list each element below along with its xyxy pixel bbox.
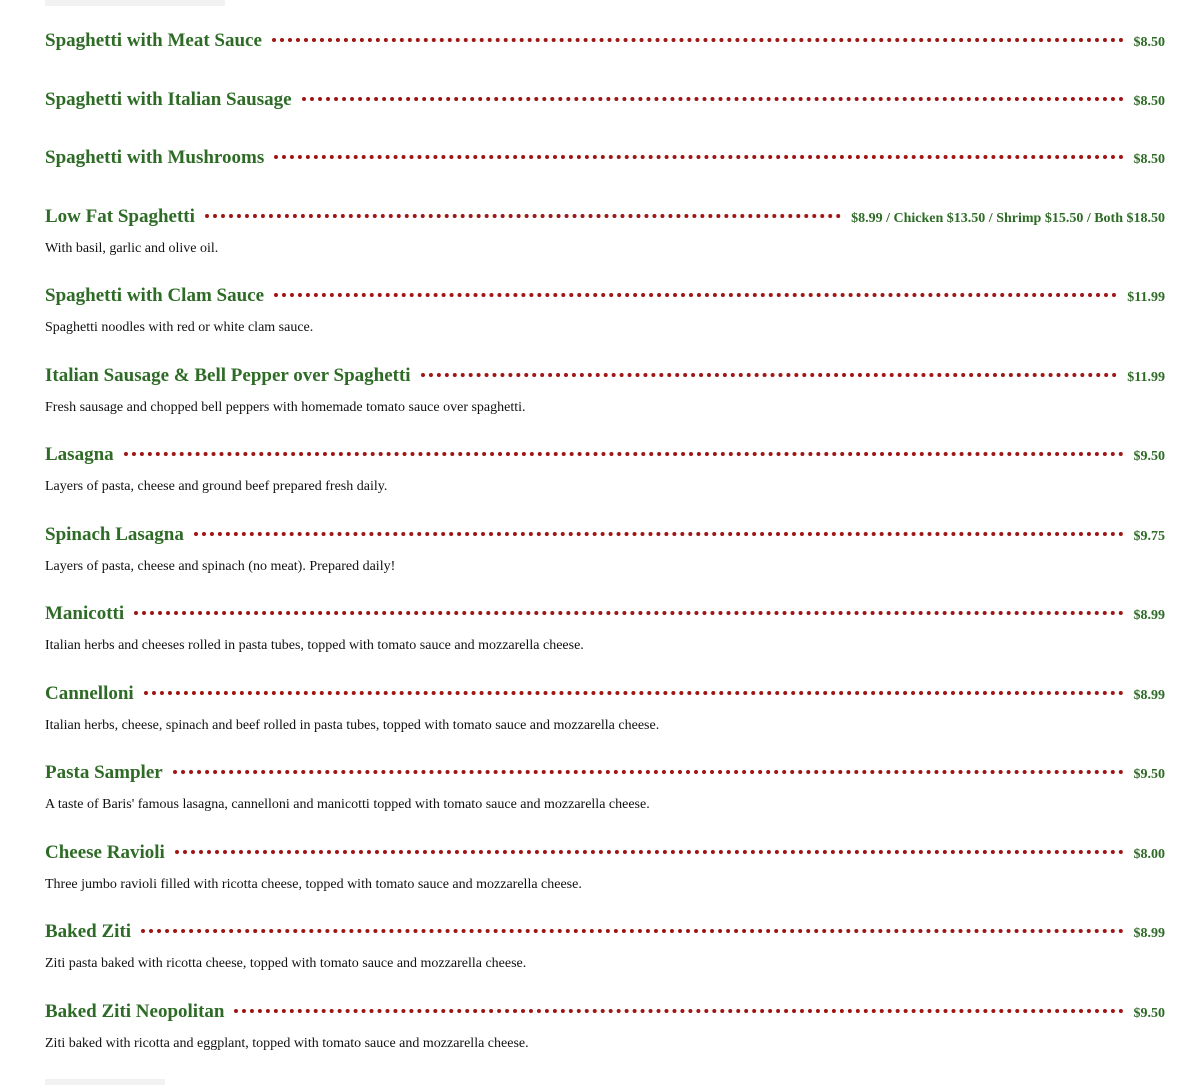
menu-item-description: Layers of pasta, cheese and spinach (no meat). Prepared daily! — [45, 559, 396, 574]
menu-item-name[interactable]: Baked Ziti Neopolitan — [45, 1001, 225, 1022]
menu-item-price: $8.00 — [1133, 847, 1165, 862]
menu-item[interactable] — [45, 524, 1165, 575]
menu-item-name[interactable]: Pasta Sampler — [45, 762, 163, 783]
dot-leader — [134, 607, 1123, 615]
menu-item[interactable] — [45, 762, 1165, 813]
menu-item-price: $8.99 — [1133, 926, 1165, 941]
menu-item-description: A taste of Baris' famous lasagna, cannelloni and manicotti topped with tomato sauce and mozzarella cheese. — [45, 797, 650, 812]
menu-item-description: Fresh sausage and chopped bell peppers with homemade tomato sauce over spaghetti. — [45, 400, 526, 415]
menu-item-price: $11.99 — [1127, 290, 1165, 305]
menu-item-price: $9.75 — [1133, 529, 1165, 544]
menu-item-description: Ziti baked with ricotta and eggplant, topped with tomato sauce and mozzarella cheese. — [45, 1036, 529, 1051]
menu-item-row — [45, 603, 1165, 633]
menu-item-name[interactable]: Italian Sausage & Bell Pepper over Spaghetti — [45, 365, 411, 386]
dot-leader — [421, 369, 1118, 377]
menu-item-row — [45, 147, 1165, 177]
menu-item-row — [45, 842, 1165, 872]
dot-leader — [205, 210, 841, 218]
menu-item-row — [45, 762, 1165, 792]
menu-item-row — [45, 444, 1165, 474]
menu-item-row — [45, 285, 1165, 315]
menu-item-name[interactable]: Manicotti — [45, 603, 125, 624]
menu-item[interactable] — [45, 444, 1165, 495]
dot-leader — [194, 528, 1124, 536]
menu-item-price: $11.99 — [1127, 370, 1165, 385]
menu-item-name[interactable]: Spaghetti with Italian Sausage — [45, 89, 292, 110]
clipped-item-top — [45, 0, 225, 6]
menu-item-row — [45, 683, 1165, 713]
dot-leader — [144, 687, 1124, 695]
menu-item-price: $9.50 — [1133, 1006, 1165, 1021]
dot-leader — [274, 289, 1117, 297]
menu-item-description: With basil, garlic and olive oil. — [45, 241, 219, 256]
menu-item-price: $8.50 — [1133, 35, 1165, 50]
menu-item-row — [45, 89, 1165, 119]
menu-item-description: Spaghetti noodles with red or white clam sauce. — [45, 320, 314, 335]
menu-item-row — [45, 1001, 1165, 1031]
menu-item-description: Three jumbo ravioli filled with ricotta cheese, topped with tomato sauce and mozzarella cheese. — [45, 877, 582, 892]
menu-item-row — [45, 365, 1165, 395]
menu-item-description: Layers of pasta, cheese and ground beef prepared fresh daily. — [45, 479, 388, 494]
menu-item-name[interactable]: Spaghetti with Mushrooms — [45, 147, 265, 168]
menu-item-description: Ziti pasta baked with ricotta cheese, topped with tomato sauce and mozzarella cheese. — [45, 956, 527, 971]
menu-item[interactable] — [45, 30, 1165, 60]
menu-item-price: $8.99 — [1133, 608, 1165, 623]
menu-item[interactable] — [45, 206, 1165, 257]
dot-leader — [175, 846, 1124, 854]
menu-item-row — [45, 921, 1165, 951]
menu-item[interactable] — [45, 603, 1165, 654]
menu-item-name[interactable]: Spaghetti with Meat Sauce — [45, 30, 262, 51]
menu-item[interactable] — [45, 365, 1165, 416]
dot-leader — [173, 766, 1124, 774]
dot-leader — [234, 1005, 1123, 1013]
menu-item-description: Italian herbs and cheeses rolled in pasta tubes, topped with tomato sauce and mozzarella cheese. — [45, 638, 584, 653]
menu-item-name[interactable]: Spaghetti with Clam Sauce — [45, 285, 265, 306]
menu-item-name[interactable]: Baked Ziti — [45, 921, 132, 942]
menu-item-price: $9.50 — [1133, 449, 1165, 464]
menu-item-price: $8.50 — [1133, 94, 1165, 109]
menu-item-row — [45, 206, 1165, 236]
dot-leader — [302, 93, 1124, 101]
menu-item[interactable] — [45, 89, 1165, 119]
menu-item-price: $9.50 — [1133, 767, 1165, 782]
menu-item-name[interactable]: Cannelloni — [45, 683, 134, 704]
menu-item-price: $8.99 — [1133, 688, 1165, 703]
dot-leader — [124, 448, 1124, 456]
menu-item[interactable] — [45, 683, 1165, 734]
dot-leader — [141, 925, 1123, 933]
menu-item-price: $8.50 — [1133, 152, 1165, 167]
menu-item[interactable] — [45, 921, 1165, 972]
menu-item-name[interactable]: Low Fat Spaghetti — [45, 206, 195, 227]
menu-item[interactable] — [45, 285, 1165, 336]
menu-item[interactable] — [45, 842, 1165, 893]
menu-item-name[interactable]: Cheese Ravioli — [45, 842, 165, 863]
menu-item[interactable] — [45, 147, 1165, 177]
clipped-item-bottom — [45, 1079, 165, 1085]
menu-item-name[interactable]: Lasagna — [45, 444, 114, 465]
menu-item[interactable] — [45, 1001, 1165, 1052]
menu-item-price: $8.99 / Chicken $13.50 / Shrimp $15.50 / Both $18.50 — [851, 211, 1165, 226]
menu-item-name[interactable]: Spinach Lasagna — [45, 524, 184, 545]
dot-leader — [272, 34, 1124, 42]
menu-item-row — [45, 30, 1165, 60]
menu-item-row — [45, 524, 1165, 554]
dot-leader — [274, 151, 1123, 159]
menu-item-description: Italian herbs, cheese, spinach and beef rolled in pasta tubes, topped with tomato sauce and mozzarella cheese. — [45, 718, 660, 733]
